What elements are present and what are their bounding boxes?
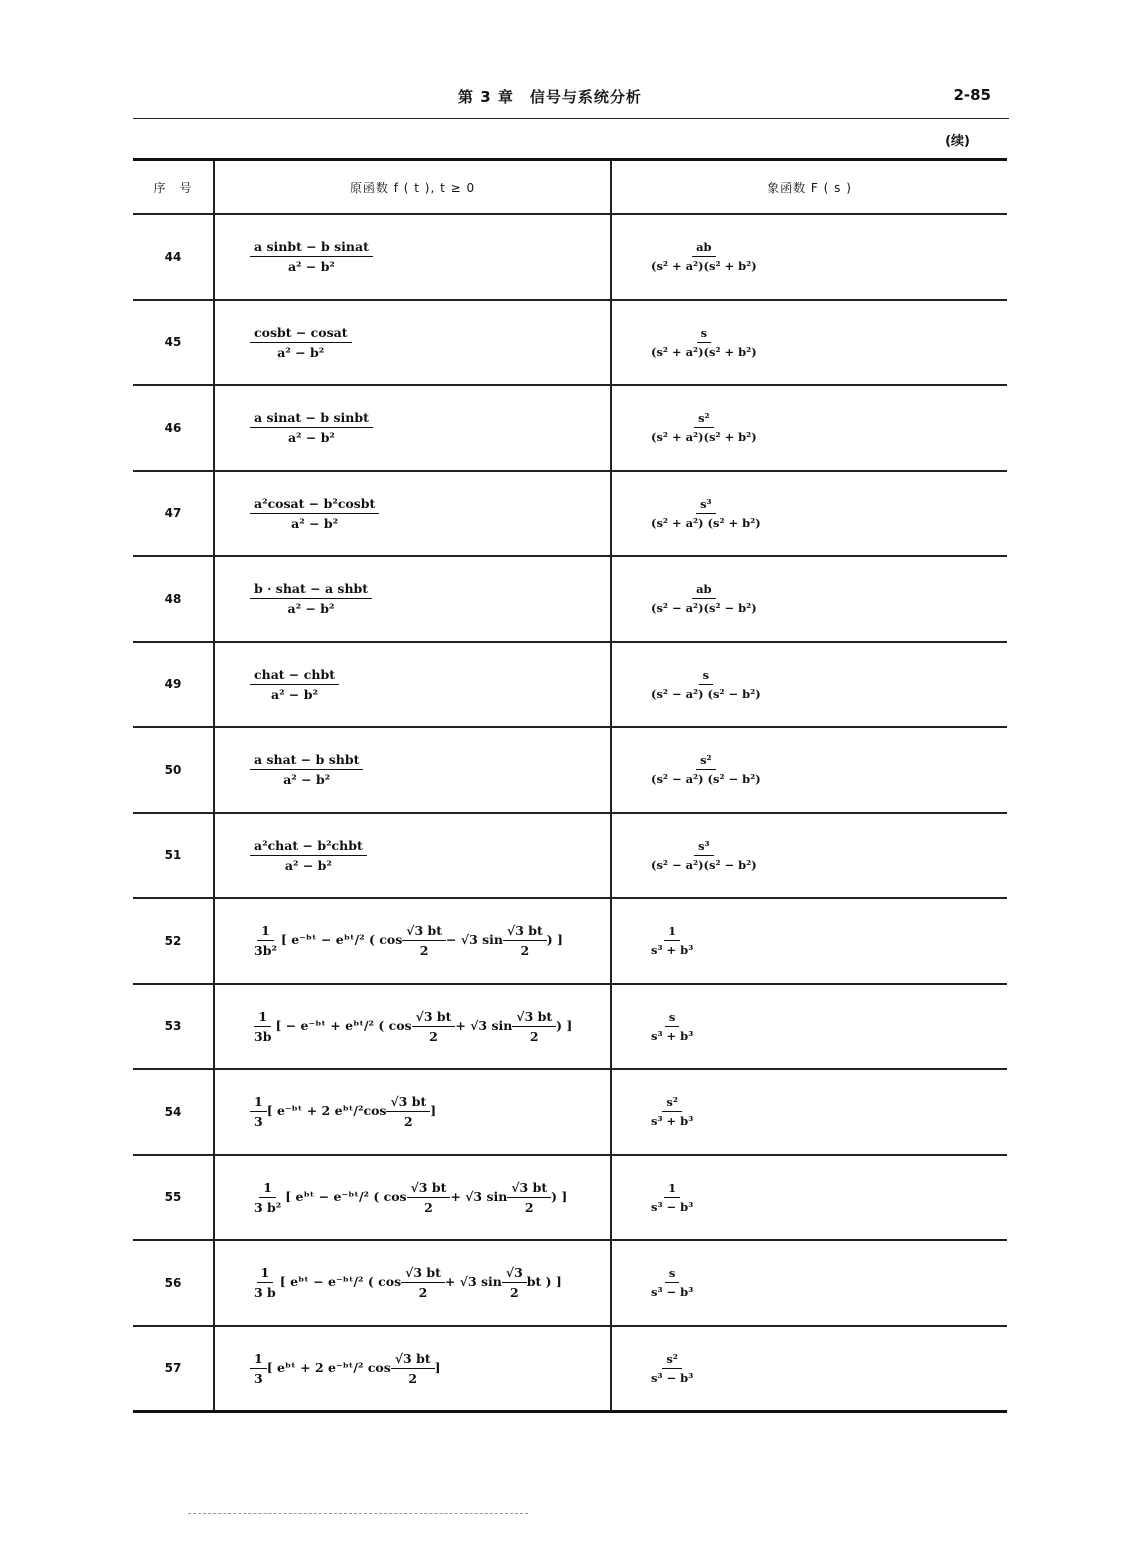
formula-text: [ eᵇᵗ − e⁻ᵇᵗ/² ( cos xyxy=(279,1274,402,1290)
original-function-fraction-denominator: a² − b² xyxy=(291,515,339,531)
coefficient-fraction-numerator: 1 xyxy=(257,1265,274,1283)
image-function-fraction-denominator: (s² + a²)(s² + b²) xyxy=(651,259,757,274)
row-index: 48 xyxy=(164,591,182,606)
row-index: 51 xyxy=(164,848,182,863)
coefficient-fraction xyxy=(250,1265,280,1300)
row-index: 53 xyxy=(164,1019,182,1034)
argument-fraction-numerator: √3 bt xyxy=(412,1009,456,1027)
image-function-fraction-numerator: s² xyxy=(662,1352,682,1369)
row-index: 45 xyxy=(164,335,182,350)
image-function-formula xyxy=(647,839,761,872)
coefficient-fraction-denominator: 3b² xyxy=(254,943,277,959)
row-index: 52 xyxy=(164,933,182,948)
coefficient-fraction-denominator: 3 xyxy=(254,1114,263,1130)
original-function-fraction-numerator: a sinbt − b sinat xyxy=(250,239,373,257)
original-function-fraction-numerator: chat − chbt xyxy=(250,667,339,685)
original-function-fraction xyxy=(250,838,367,873)
image-function-fraction-denominator: (s² + a²)(s² + b²) xyxy=(651,344,757,359)
argument-fraction xyxy=(402,923,446,958)
original-function-fraction-numerator: a sinat − b sinbt xyxy=(250,410,373,428)
formula-text: ] xyxy=(434,1359,441,1375)
original-function-formula xyxy=(250,1180,567,1215)
index-cell xyxy=(133,301,215,385)
index-cell xyxy=(133,1241,215,1325)
image-function-fraction-denominator: (s² + a²) (s² + b²) xyxy=(651,515,761,530)
image-function-fraction xyxy=(647,924,697,957)
table-row xyxy=(133,472,1007,558)
row-index: 56 xyxy=(164,1275,182,1290)
original-function-fraction-denominator: a² − b² xyxy=(271,686,318,702)
index-cell xyxy=(133,728,215,812)
coefficient-fraction-numerator: 1 xyxy=(259,1180,276,1198)
argument-fraction-numerator: √3 xyxy=(502,1265,527,1283)
image-function-cell xyxy=(612,899,1007,983)
original-function-formula xyxy=(250,1009,572,1044)
argument-fraction-denominator: 2 xyxy=(529,1028,539,1044)
image-function-formula xyxy=(647,924,697,957)
image-function-fraction xyxy=(647,497,765,530)
image-function-fraction-numerator: 1 xyxy=(664,1181,680,1198)
original-function-fraction xyxy=(250,581,372,616)
image-function-cell xyxy=(612,386,1007,470)
original-function-formula xyxy=(250,1351,441,1386)
image-function-fraction-denominator: s³ − b³ xyxy=(651,1199,694,1214)
page-header xyxy=(133,84,1009,112)
image-function-fraction xyxy=(647,1266,697,1299)
coefficient-fraction-denominator: 3 b xyxy=(254,1285,276,1301)
argument-fraction-denominator: 2 xyxy=(429,1028,438,1044)
formula-text: ] xyxy=(430,1103,437,1119)
original-function-fraction xyxy=(250,410,373,445)
original-function-fraction-denominator: a² − b² xyxy=(284,857,332,873)
argument-fraction xyxy=(507,1180,551,1215)
image-function-fraction-numerator: ab xyxy=(692,582,716,599)
index-cell xyxy=(133,215,215,299)
coefficient-fraction xyxy=(250,923,281,958)
image-function-formula xyxy=(647,1352,697,1385)
index-cell xyxy=(133,472,215,556)
image-function-fraction-numerator: s² xyxy=(694,411,714,428)
image-function-cell xyxy=(612,728,1007,812)
image-function-cell xyxy=(612,1070,1007,1154)
continued-label: (续) xyxy=(945,134,970,149)
index-cell xyxy=(133,899,215,983)
image-function-cell xyxy=(612,1241,1007,1325)
image-function-fraction xyxy=(647,1352,697,1385)
image-function-fraction-numerator: s³ xyxy=(696,497,716,514)
index-cell xyxy=(133,1327,215,1411)
original-function-formula xyxy=(250,496,379,531)
argument-fraction-denominator: 2 xyxy=(524,1199,534,1215)
original-function-formula xyxy=(250,325,352,360)
image-function-fraction-denominator: (s² − a²)(s² − b²) xyxy=(651,857,757,872)
image-function-cell xyxy=(612,985,1007,1069)
image-function-fraction xyxy=(647,411,761,444)
image-function-fraction-numerator: s² xyxy=(696,753,716,770)
table-row xyxy=(133,386,1007,472)
argument-fraction-numerator: √3 bt xyxy=(407,1180,451,1198)
formula-text: + √3 sin xyxy=(455,1017,513,1033)
original-function-cell xyxy=(215,1241,612,1325)
argument-fraction-denominator: 2 xyxy=(404,1114,413,1130)
formula-text: ) ] xyxy=(546,932,563,948)
image-function-fraction xyxy=(647,839,761,872)
argument-fraction-numerator: √3 bt xyxy=(507,1180,551,1198)
original-function-cell xyxy=(215,1156,612,1240)
coefficient-fraction xyxy=(250,1351,267,1386)
image-function-formula xyxy=(647,753,765,786)
image-function-cell xyxy=(612,215,1007,299)
coefficient-fraction xyxy=(250,1180,285,1215)
original-function-formula xyxy=(250,1265,562,1300)
coefficient-fraction-denominator: 3 xyxy=(254,1370,263,1386)
original-function-cell xyxy=(215,985,612,1069)
image-function-fraction-numerator: s xyxy=(665,1010,679,1027)
index-cell xyxy=(133,1070,215,1154)
column-header-original-function: 原函数 f ( t ), t ≥ 0 xyxy=(349,180,476,195)
image-function-fraction-denominator: (s² − a²)(s² − b²) xyxy=(651,601,757,616)
table-row xyxy=(133,899,1007,985)
argument-fraction-numerator: √3 bt xyxy=(503,923,547,941)
original-function-fraction-denominator: a² − b² xyxy=(283,772,331,788)
image-function-formula xyxy=(647,411,761,444)
argument-fraction xyxy=(412,1009,456,1044)
coefficient-fraction-numerator: 1 xyxy=(250,1351,267,1369)
column-header-image-function: 象函数 F ( s ) xyxy=(767,180,852,195)
original-function-cell xyxy=(215,301,612,385)
formula-text: [ eᵇᵗ + 2 e⁻ᵇᵗ/² cos xyxy=(266,1359,391,1375)
row-index: 55 xyxy=(164,1190,182,1205)
laplace-transform-table xyxy=(133,158,1007,1413)
image-function-fraction-denominator: (s² − a²) (s² − b²) xyxy=(651,772,761,787)
original-function-fraction xyxy=(250,752,363,787)
argument-fraction xyxy=(503,923,547,958)
formula-text: [ e⁻ᵇᵗ − eᵇᵗ/² ( cos xyxy=(280,932,403,948)
image-function-formula xyxy=(647,240,761,273)
image-function-fraction-denominator: (s² − a²) (s² − b²) xyxy=(651,686,761,701)
original-function-cell xyxy=(215,643,612,727)
argument-fraction xyxy=(386,1094,430,1129)
original-function-formula xyxy=(250,581,372,616)
original-function-fraction-denominator: a² − b² xyxy=(277,344,325,360)
formula-text: − √3 sin xyxy=(446,932,503,948)
formula-text: [ e⁻ᵇᵗ + 2 eᵇᵗ/²cos xyxy=(266,1103,387,1119)
image-function-fraction-numerator: s xyxy=(697,326,711,343)
argument-fraction-numerator: √3 bt xyxy=(391,1351,435,1369)
image-function-fraction-numerator: s³ xyxy=(694,839,714,856)
header-rule xyxy=(133,118,1009,119)
image-function-cell xyxy=(612,472,1007,556)
formula-text: + √3 sin xyxy=(450,1188,508,1204)
image-function-fraction xyxy=(647,582,761,615)
argument-fraction-denominator: 2 xyxy=(424,1199,433,1215)
image-function-formula xyxy=(647,582,761,615)
row-index: 54 xyxy=(164,1104,182,1119)
image-function-formula xyxy=(647,497,765,530)
original-function-fraction xyxy=(250,667,339,702)
image-function-formula xyxy=(647,326,761,359)
image-function-fraction-denominator: s³ − b³ xyxy=(651,1285,694,1300)
index-cell xyxy=(133,1156,215,1240)
row-index: 57 xyxy=(164,1361,182,1376)
original-function-cell xyxy=(215,557,612,641)
argument-fraction xyxy=(512,1009,556,1044)
original-function-formula xyxy=(250,239,373,274)
table-row xyxy=(133,728,1007,814)
original-function-fraction-numerator: a²chat − b²chbt xyxy=(250,838,367,856)
table-row xyxy=(133,985,1007,1071)
image-function-fraction-denominator: (s² + a²)(s² + b²) xyxy=(651,430,757,445)
argument-fraction xyxy=(502,1265,527,1300)
image-function-cell xyxy=(612,814,1007,898)
image-function-fraction xyxy=(647,240,761,273)
original-function-cell xyxy=(215,899,612,983)
table-row xyxy=(133,301,1007,387)
argument-fraction-numerator: √3 bt xyxy=(386,1094,430,1112)
coefficient-fraction-numerator: 1 xyxy=(257,923,274,941)
table-row xyxy=(133,557,1007,643)
original-function-fraction-numerator: b · shat − a shbt xyxy=(250,581,372,599)
image-function-formula xyxy=(647,1181,697,1214)
formula-text: [ eᵇᵗ − e⁻ᵇᵗ/² ( cos xyxy=(285,1188,407,1204)
image-function-fraction-denominator: s³ + b³ xyxy=(651,943,694,958)
page-number: 2-85 xyxy=(953,86,991,104)
original-function-fraction xyxy=(250,239,373,274)
original-function-formula xyxy=(250,838,367,873)
argument-fraction-denominator: 2 xyxy=(509,1285,519,1301)
image-function-cell xyxy=(612,301,1007,385)
formula-text: [ − e⁻ᵇᵗ + eᵇᵗ/² ( cos xyxy=(275,1017,412,1033)
formula-text: bt ) ] xyxy=(526,1274,562,1290)
image-function-fraction xyxy=(647,1095,697,1128)
image-function-fraction-numerator: s xyxy=(665,1266,679,1283)
image-function-fraction-numerator: s² xyxy=(662,1095,682,1112)
table-row xyxy=(133,1327,1007,1411)
row-index: 50 xyxy=(164,762,182,777)
image-function-cell xyxy=(612,557,1007,641)
image-function-fraction-numerator: s xyxy=(699,668,713,685)
image-function-fraction xyxy=(647,326,761,359)
coefficient-fraction-denominator: 3 b² xyxy=(254,1199,282,1215)
table-row xyxy=(133,1070,1007,1156)
index-cell xyxy=(133,557,215,641)
image-function-fraction-denominator: s³ + b³ xyxy=(651,1028,694,1043)
original-function-formula xyxy=(250,923,563,958)
original-function-fraction-denominator: a² − b² xyxy=(287,601,335,617)
table-row xyxy=(133,215,1007,301)
original-function-cell xyxy=(215,728,612,812)
row-index: 49 xyxy=(164,677,182,692)
original-function-fraction xyxy=(250,496,379,531)
argument-fraction-numerator: √3 bt xyxy=(401,1265,445,1283)
image-function-fraction xyxy=(647,1181,697,1214)
original-function-fraction xyxy=(250,325,352,360)
row-index: 46 xyxy=(164,420,182,435)
original-function-cell xyxy=(215,215,612,299)
row-index: 44 xyxy=(164,249,182,264)
image-function-cell xyxy=(612,1156,1007,1240)
coefficient-fraction-numerator: 1 xyxy=(250,1094,267,1112)
original-function-formula xyxy=(250,752,363,787)
coefficient-fraction-numerator: 1 xyxy=(254,1009,271,1027)
original-function-cell xyxy=(215,1327,612,1411)
argument-fraction-denominator: 2 xyxy=(419,943,429,959)
table-row xyxy=(133,814,1007,900)
image-function-formula xyxy=(647,668,765,701)
coefficient-fraction xyxy=(250,1009,275,1044)
image-function-fraction-numerator: 1 xyxy=(664,924,680,941)
image-function-fraction xyxy=(647,1010,697,1043)
original-function-fraction-denominator: a² − b² xyxy=(287,259,335,275)
argument-fraction xyxy=(391,1351,435,1386)
original-function-cell xyxy=(215,814,612,898)
original-function-cell xyxy=(215,1070,612,1154)
image-function-formula xyxy=(647,1266,697,1299)
table-row xyxy=(133,643,1007,729)
image-function-cell xyxy=(612,643,1007,727)
column-header-index: 序 号 xyxy=(153,180,193,195)
original-function-fraction-denominator: a² − b² xyxy=(287,430,335,446)
original-function-fraction-numerator: cosbt − cosat xyxy=(250,325,352,343)
coefficient-fraction xyxy=(250,1094,267,1129)
index-cell xyxy=(133,643,215,727)
formula-text: ) ] xyxy=(556,1017,573,1033)
image-function-formula xyxy=(647,1010,697,1043)
argument-fraction xyxy=(401,1265,445,1300)
index-cell xyxy=(133,386,215,470)
coefficient-fraction-denominator: 3b xyxy=(254,1028,272,1044)
original-function-cell xyxy=(215,472,612,556)
row-index: 47 xyxy=(164,506,182,521)
image-function-formula xyxy=(647,1095,697,1128)
index-cell xyxy=(133,985,215,1069)
chapter-title: 第 3 章 信号与系统分析 xyxy=(458,88,642,106)
image-function-fraction-numerator: ab xyxy=(692,240,716,257)
formula-text: ) ] xyxy=(551,1188,568,1204)
image-function-fraction-denominator: s³ − b³ xyxy=(651,1370,694,1385)
argument-fraction xyxy=(407,1180,451,1215)
argument-fraction-denominator: 2 xyxy=(520,943,530,959)
image-function-fraction xyxy=(647,753,765,786)
argument-fraction-denominator: 2 xyxy=(418,1285,428,1301)
original-function-formula xyxy=(250,410,373,445)
table-row xyxy=(133,1241,1007,1327)
original-function-cell xyxy=(215,386,612,470)
index-cell xyxy=(133,814,215,898)
original-function-fraction-numerator: a shat − b shbt xyxy=(250,752,363,770)
argument-fraction-denominator: 2 xyxy=(408,1370,418,1386)
table-header-row xyxy=(133,161,1007,215)
argument-fraction-numerator: √3 bt xyxy=(512,1009,556,1027)
original-function-formula xyxy=(250,1094,436,1129)
argument-fraction-numerator: √3 bt xyxy=(402,923,446,941)
table-row xyxy=(133,1156,1007,1242)
image-function-fraction-denominator: s³ + b³ xyxy=(651,1114,694,1129)
footer-rule xyxy=(188,1513,528,1514)
formula-text: + √3 sin xyxy=(444,1274,502,1290)
image-function-fraction xyxy=(647,668,765,701)
original-function-formula xyxy=(250,667,339,702)
image-function-cell xyxy=(612,1327,1007,1411)
original-function-fraction-numerator: a²cosat − b²cosbt xyxy=(250,496,379,514)
